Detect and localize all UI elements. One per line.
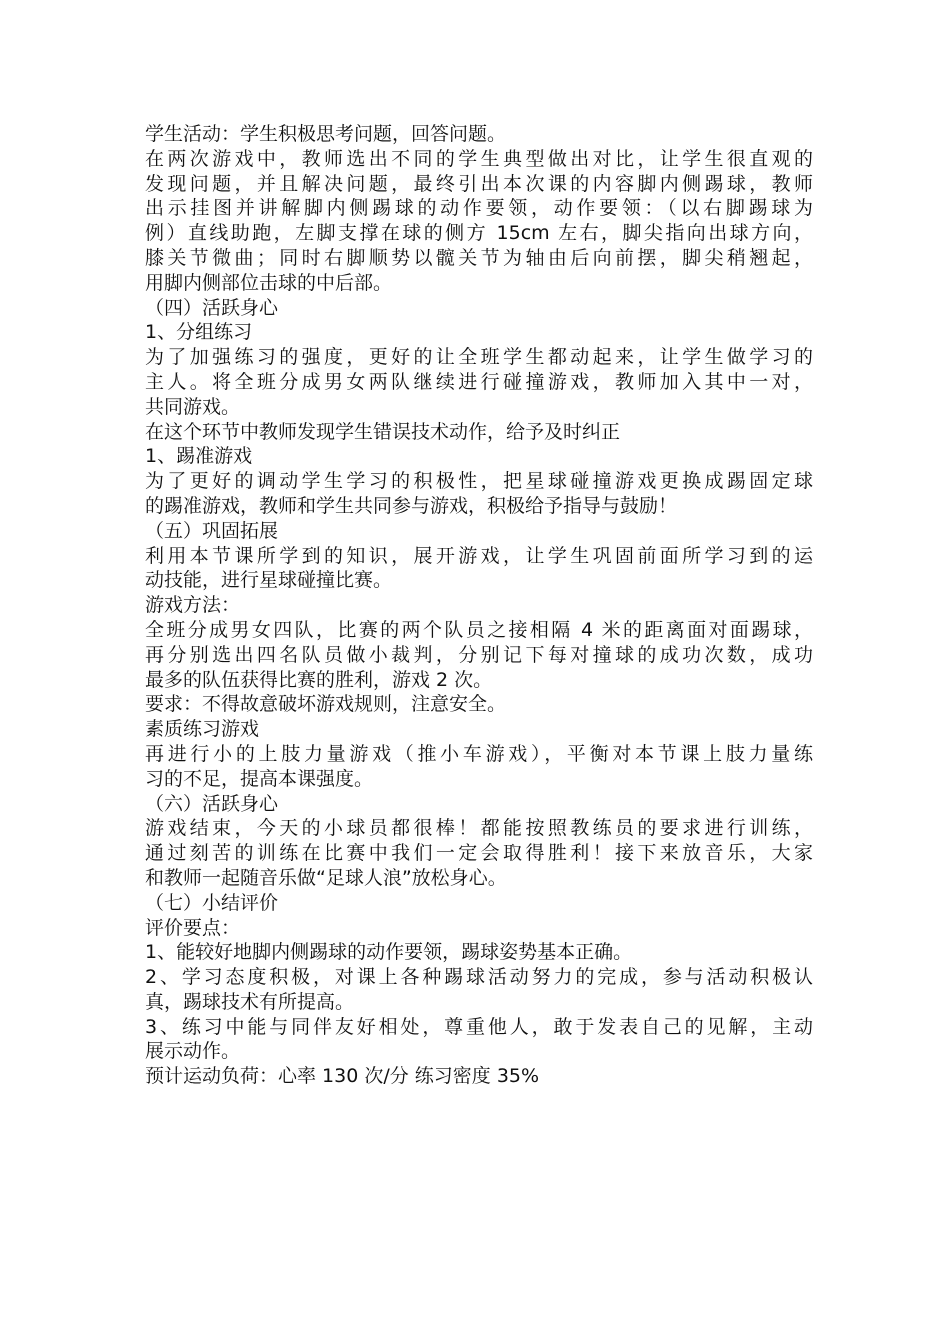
text-line: 为了加强练习的强度，更好的让全班学生都动起来，让学生做学习的 xyxy=(145,346,813,369)
text-line: 膝关节微曲；同时右脚顺势以髋关节为轴由后向前摆，脚尖稍翘起， xyxy=(145,246,813,269)
text-line: 再进行小的上肢力量游戏（推小车游戏），平衡对本节课上肢力量练 xyxy=(145,742,813,765)
paragraph xyxy=(145,345,813,419)
text-line: 动技能，进行星球碰撞比赛。 xyxy=(145,569,393,592)
paragraph xyxy=(145,519,813,544)
paragraph xyxy=(145,122,813,147)
paragraph xyxy=(145,444,813,469)
paragraph xyxy=(145,816,813,890)
text-line: 主人。将全班分成男女两队继续进行碰撞游戏，教师加入其中一对， xyxy=(145,370,813,393)
text-line: 用脚内侧部位击球的中后部。 xyxy=(145,271,393,294)
paragraph xyxy=(145,692,813,717)
text-line: 为了更好的调动学生学习的积极性，把星球碰撞游戏更换成踢固定球 xyxy=(145,470,813,493)
text-line: 的踢准游戏，教师和学生共同参与游戏，积极给予指导与鼓励！ xyxy=(145,494,678,517)
paragraph xyxy=(145,891,813,916)
paragraph xyxy=(145,147,813,296)
paragraph xyxy=(145,742,813,792)
text-line: （七）小结评价 xyxy=(145,891,279,914)
text-line: 真，踢球技术有所提高。 xyxy=(145,990,355,1013)
text-line: 评价要点： xyxy=(145,916,241,939)
text-line: 学生活动：学生积极思考问题，回答问题。 xyxy=(145,123,507,145)
text-line: 习的不足，提高本课强度。 xyxy=(145,767,374,790)
text-line: 例）直线助跑，左脚支撑在球的侧方 15cm 左右，脚尖指向出球方向， xyxy=(145,222,813,245)
text-line: 展示动作。 xyxy=(145,1040,241,1063)
text-line: 再分别选出四名队员做小裁判，分别记下每对撞球的成功次数，成功 xyxy=(145,643,813,666)
paragraph xyxy=(145,420,813,445)
text-line: 全班分成男女四队，比赛的两个队员之接相隔 4 米的距离面对面踢球， xyxy=(145,618,813,641)
text-line: 1、踢准游戏 xyxy=(145,445,253,468)
paragraph xyxy=(145,916,813,941)
text-line: 共同游戏。 xyxy=(145,395,241,418)
paragraph xyxy=(145,544,813,594)
paragraph xyxy=(145,792,813,817)
document-body xyxy=(145,122,813,1089)
text-line: 和教师一起随音乐做“足球人浪”放松身心。 xyxy=(145,866,507,889)
paragraph xyxy=(145,965,813,1015)
text-line: 发现问题，并且解决问题，最终引出本次课的内容脚内侧踢球，教师 xyxy=(145,172,813,195)
text-line: 要求：不得故意破坏游戏规则，注意安全。 xyxy=(145,693,507,716)
text-line: 游戏结束，今天的小球员都很棒！都能按照教练员的要求进行训练， xyxy=(145,817,813,840)
text-line: 在这个环节中教师发现学生错误技术动作，给予及时纠正 xyxy=(145,420,621,443)
text-line: 游戏方法： xyxy=(145,594,241,617)
paragraph xyxy=(145,320,813,345)
text-line: （四）活跃身心 xyxy=(145,296,279,319)
text-line: 3、练习中能与同伴友好相处，尊重他人，敢于发表自己的见解，主动 xyxy=(145,1015,813,1038)
text-line: 1、能较好地脚内侧踢球的动作要领，踢球姿势基本正确。 xyxy=(145,941,633,964)
paragraph xyxy=(145,940,813,965)
text-line: （六）活跃身心 xyxy=(145,792,279,815)
paragraph xyxy=(145,717,813,742)
text-line: （五）巩固拓展 xyxy=(145,519,279,542)
text-line: 2、学习态度积极，对课上各种踢球活动努力的完成，参与活动积极认 xyxy=(145,966,813,989)
paragraph xyxy=(145,593,813,618)
text-line: 出示挂图并讲解脚内侧踢球的动作要领，动作要领：（以右脚踢球为 xyxy=(145,197,813,220)
text-line: 素质练习游戏 xyxy=(145,718,260,741)
text-line: 利用本节课所学到的知识，展开游戏，让学生巩固前面所学习到的运 xyxy=(145,544,813,567)
paragraph xyxy=(145,618,813,692)
text-line: 通过刻苦的训练在比赛中我们一定会取得胜利！接下来放音乐，大家 xyxy=(145,842,813,865)
text-line: 1、分组练习 xyxy=(145,321,253,344)
text-line: 预计运动负荷：心率 130 次/分 练习密度 35% xyxy=(145,1065,540,1088)
paragraph xyxy=(145,1064,813,1089)
paragraph xyxy=(145,296,813,321)
paragraph xyxy=(145,469,813,519)
text-line: 在两次游戏中，教师选出不同的学生典型做出对比，让学生很直观的 xyxy=(145,147,813,170)
paragraph xyxy=(145,1015,813,1065)
text-line: 最多的队伍获得比赛的胜利，游戏 2 次。 xyxy=(145,668,493,691)
